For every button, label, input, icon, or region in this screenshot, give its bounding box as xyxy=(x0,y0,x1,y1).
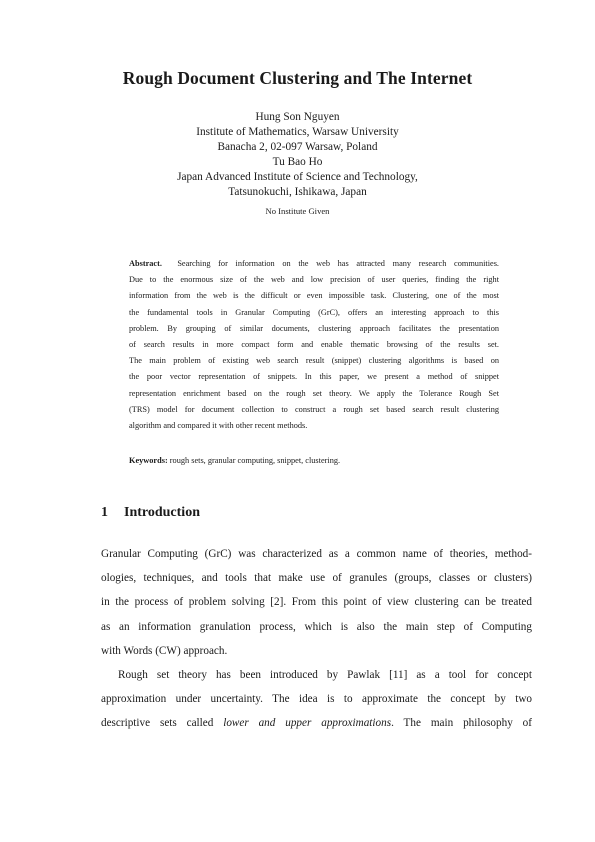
abstract-line: representation enrichment based on the rough set theory. We apply the Tolerance Rough Set xyxy=(129,388,499,398)
author-affiliation: Institute of Mathematics, Warsaw University xyxy=(196,126,399,138)
author-address: Banacha 2, 02-097 Warsaw, Poland xyxy=(217,141,378,153)
keywords-text: rough sets, granular computing, snippet, clustering. xyxy=(169,456,341,465)
abstract-line: information from the web is the difficult or even impossible task. Clustering, one of the most xyxy=(129,291,499,301)
abstract-line: (TRS) model for document collection to construct a rough set based search result clustering xyxy=(129,404,499,414)
abstract-line: the poor vector representation of snippets. In this paper, we present a method of snippet xyxy=(129,372,499,382)
abstract-line: the fundamental tools in Granular Computing (GrC), offers an interesting approach to this xyxy=(129,307,499,317)
body-line: approximation under uncertainty. The idea is to approximate the concept by two xyxy=(101,693,532,706)
body-line: descriptive sets called lower and upper approximations. The main philosophy of xyxy=(101,717,532,730)
abstract-line: of search results in more compact form and enable thematic browsing of the results set. xyxy=(129,340,499,350)
body-line: as an information granulation process, which is also the main step of Computing xyxy=(101,620,532,633)
author-affiliation: Japan Advanced Institute of Science and Technology, xyxy=(177,171,418,183)
body-line: with Words (CW) approach. xyxy=(101,644,228,657)
keywords xyxy=(129,456,499,465)
abstract-line: algorithm and compared it with other recent methods. xyxy=(129,421,308,431)
author-block xyxy=(0,110,595,200)
abstract-line: Due to the enormous size of the web and low precision of user queries, finding the right xyxy=(129,275,499,285)
author-name: Hung Son Nguyen xyxy=(255,111,340,123)
paper-title: Rough Document Clustering and The Internet xyxy=(122,68,473,88)
abstract-line: problem. By grouping of similar documents, clustering approach facilitates the presentation xyxy=(129,323,499,333)
institute-note: No Institute Given xyxy=(265,206,330,216)
body-line: ologies, techniques, and tools that make use of granules (groups, classes or clusters) xyxy=(101,572,532,585)
keywords-label: Keywords: xyxy=(129,456,168,465)
abstract-label: Abstract. xyxy=(129,259,162,268)
body-text xyxy=(101,542,532,736)
body-line: Granular Computing (GrC) was characterized as a common name of theories, method- xyxy=(101,548,532,560)
section-heading xyxy=(101,505,200,521)
body-line: in the process of problem solving [2]. From this point of view clustering can be treated xyxy=(101,596,532,609)
author-address: Tatsunokuchi, Ishikawa, Japan xyxy=(228,186,367,198)
body-line: Rough set theory has been introduced by Pawlak [11] as a tool for concept xyxy=(118,669,532,682)
emphasis-text: lower and upper approximations xyxy=(223,717,392,730)
abstract-line: The main problem of existing web search result (snippet) clustering algorithms is based on xyxy=(129,356,499,366)
section-number: 1 xyxy=(101,505,108,520)
abstract-line: Abstract. Searching for information on the web has attracted many research communities. xyxy=(129,259,499,268)
author-name: Tu Bao Ho xyxy=(272,156,323,168)
section-title: Introduction xyxy=(124,505,200,520)
abstract xyxy=(129,256,499,434)
